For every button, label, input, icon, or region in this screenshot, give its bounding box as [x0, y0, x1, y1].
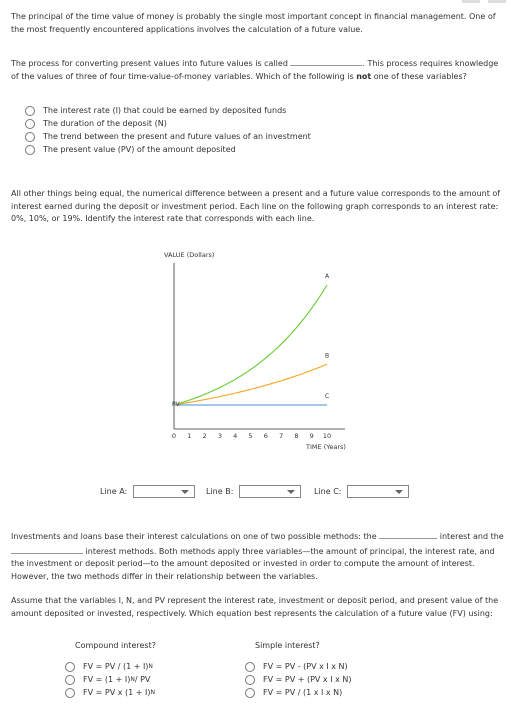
x-tick-label: 8 — [294, 432, 299, 440]
radio-button[interactable] — [65, 675, 75, 685]
q1-prompt — [11, 56, 506, 83]
q1-option[interactable]: The trend between the present and future values of an investment — [25, 130, 311, 143]
chevron-down-icon — [181, 490, 189, 494]
q1-text-2: . This process requires knowledge of the values of three of four time-value-of-money variables. Which of the following is — [11, 59, 499, 81]
radio-button[interactable] — [65, 662, 75, 672]
line-c-dropdown[interactable] — [347, 485, 409, 498]
q1-option[interactable]: The duration of the deposit (N) — [25, 117, 311, 130]
radio-button[interactable] — [25, 106, 35, 116]
series-label-a: A — [325, 273, 330, 280]
radio-button[interactable] — [245, 675, 255, 685]
line-a-label: Line A: — [100, 487, 128, 496]
series-labels — [325, 273, 330, 400]
radio-button[interactable] — [25, 119, 35, 129]
q1-option[interactable]: The present value (PV) of the amount deposited — [25, 143, 311, 156]
x-tick-label: 1 — [187, 432, 192, 440]
line-a-select-group — [100, 485, 195, 498]
q3-blank-1[interactable] — [379, 529, 437, 539]
x-tick-label: 10 — [322, 432, 332, 440]
q3-prompt: Investments and loans base their interest calculations on one of two possible methods: the interest and the interest methods. Both methods apply three variables—the amount of principal, the interest rate, and the investment or deposit period—to the amount deposited or invested in order to compute the amount of interest. However, the two methods differ in their relationship between the variables. — [11, 529, 506, 583]
header-decoration — [488, 0, 506, 3]
header-decoration — [462, 0, 480, 3]
x-tick-label: 7 — [279, 432, 284, 440]
compound-option[interactable]: FV = PV / (1 + I) N — [65, 660, 155, 673]
q1-answer-blank[interactable] — [290, 56, 362, 66]
series-label-b: B — [325, 352, 330, 360]
q2-prompt: All other things being equal, the numerical difference between a present and a future value corresponds to the amount of interest earned during the deposit or investment period. Each line on the following graph corresponds to an interest rate: 0%, 10%, or 19%. Identify the interest rate that corresponds with each line. — [11, 189, 501, 223]
x-tick-labels — [172, 432, 331, 440]
q1-text-3: one of these variables? — [373, 71, 467, 81]
x-tick-label: 9 — [309, 432, 314, 440]
radio-button[interactable] — [65, 688, 75, 698]
x-tick-label: 0 — [171, 432, 177, 440]
series-lines — [174, 285, 330, 405]
q1-not-emphasis: not — [356, 71, 372, 81]
q1-options — [25, 104, 311, 156]
x-tick-label: 2 — [202, 432, 207, 440]
line-c-select-group — [314, 485, 409, 498]
compound-option[interactable]: FV = (1 + I) N / PV — [65, 673, 155, 686]
compound-options — [65, 660, 155, 699]
x-tick-label: 6 — [263, 432, 268, 440]
series-line-a — [174, 285, 330, 405]
radio-button[interactable] — [25, 145, 35, 155]
line-a-dropdown[interactable] — [133, 485, 195, 498]
line-b-dropdown[interactable] — [239, 485, 301, 498]
pv-label: PV — [172, 401, 180, 408]
x-tick-label: 4 — [233, 432, 238, 440]
q1-text-1: The process for converting present values into future values is called — [11, 59, 288, 68]
x-axis-label: TIME (Years) — [306, 443, 346, 450]
radio-button[interactable] — [25, 132, 35, 142]
chevron-down-icon — [395, 490, 403, 494]
simple-option[interactable]: FV = PV / (1 x I x N) — [245, 686, 351, 699]
simple-option[interactable]: FV = PV - (PV x I x N) — [245, 660, 351, 673]
simple-header: Simple interest? — [255, 641, 320, 650]
chevron-down-icon — [287, 490, 295, 494]
compound-header: Compound interest? — [75, 641, 156, 650]
q1-option[interactable]: The interest rate (I) that could be earned by deposited funds — [25, 104, 311, 117]
x-tick-label: 5 — [248, 432, 253, 440]
line-c-label: Line C: — [314, 487, 342, 496]
simple-options — [245, 660, 351, 699]
line-b-select-group — [206, 485, 301, 498]
line-b-label: Line B: — [206, 487, 234, 496]
y-axis-label: VALUE (Dollars) — [164, 251, 215, 259]
q4-prompt: Assume that the variables I, N, and PV represent the interest rate, investment or deposit period, and present value of the amount deposited or invested, respectively. Which equation best represents the calculation of a future value (FV) using: — [11, 596, 499, 618]
intro-paragraph: The principal of the time value of money is probably the single most important concept in financial management. One of the most frequently encountered applications involves the calculation of a future value. — [11, 12, 496, 34]
radio-button[interactable] — [245, 688, 255, 698]
x-tick-label: 3 — [217, 432, 222, 440]
series-label-c: C — [325, 393, 330, 400]
compound-option[interactable]: FV = PV x (1 + I) N — [65, 686, 155, 699]
q3-blank-2[interactable] — [11, 544, 83, 554]
simple-option[interactable]: FV = PV + (PV x I x N) — [245, 673, 351, 686]
radio-button[interactable] — [245, 662, 255, 672]
series-line-b — [174, 364, 330, 405]
interest-rate-chart — [150, 245, 360, 450]
